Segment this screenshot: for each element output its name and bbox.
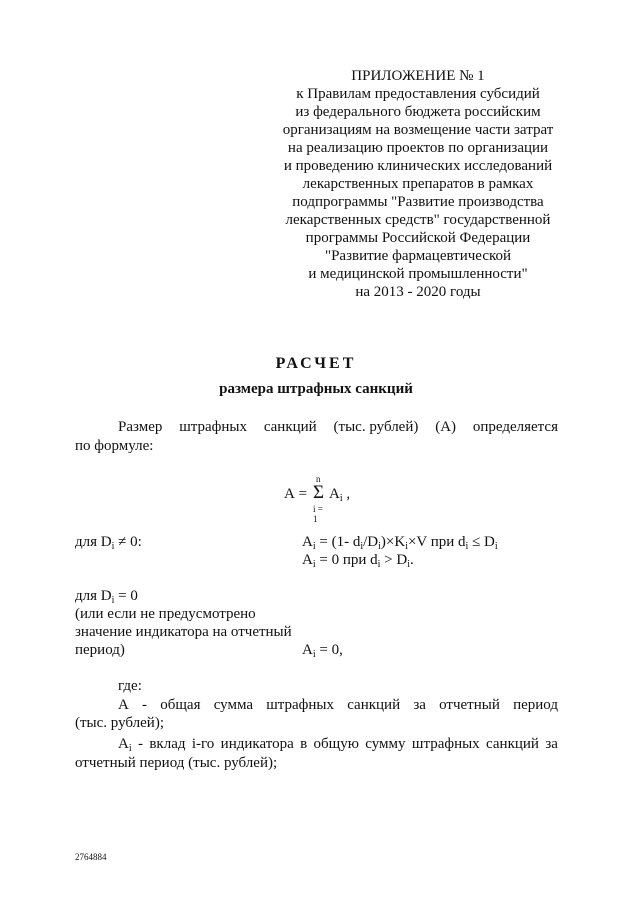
formula-term	[329, 485, 350, 503]
def-word: сумму	[365, 736, 406, 752]
eq-symbol: А	[302, 552, 313, 568]
formula-term-symbol: А	[329, 486, 340, 502]
eq-text: > D	[380, 552, 408, 568]
case-label-text: для D	[75, 534, 112, 550]
def-word: -	[137, 736, 143, 752]
eq-text: = 0 при d	[319, 552, 378, 568]
eq-text: )×K	[380, 534, 406, 550]
def-word: штрафных	[411, 736, 480, 752]
appendix-header: ПРИЛОЖЕНИЕ № 1	[351, 68, 485, 84]
case-label-tail: = 0	[114, 588, 138, 604]
page-title: РАСЧЕТ	[275, 355, 357, 372]
def-word: -	[142, 697, 148, 713]
eq-subscript: i	[312, 541, 316, 552]
eq-subscript: i	[405, 541, 408, 552]
sigma-upper-limit: n	[316, 474, 321, 484]
def-word: штрафных	[266, 697, 334, 713]
appendix-line: и проведению клинических исследований	[283, 158, 553, 174]
eq-symbol: А	[302, 534, 313, 550]
intro-line-2: по формуле:	[75, 438, 154, 454]
def-word: вклад	[149, 736, 186, 752]
def-word	[118, 735, 132, 753]
eq-subscript: i	[378, 541, 381, 552]
appendix-line: организациям на возмещение части затрат	[282, 122, 554, 138]
case-label-subscript: i	[111, 541, 115, 552]
def-word: общую	[313, 736, 359, 752]
case-1-label	[75, 533, 142, 551]
eq-symbol: А	[302, 642, 313, 658]
appendix-line: на 2013 - 2020 годы	[355, 284, 481, 300]
case-1-equation-alt: $А_i = 0$ при $d_i > D_i$.	[302, 552, 414, 570]
definition-1-line-1	[118, 696, 558, 714]
case-2-equation	[302, 641, 343, 659]
where-label: где:	[118, 678, 142, 694]
appendix-line: на реализацию проектов по организации	[287, 140, 549, 156]
def-subscript: i	[128, 743, 132, 754]
intro-word: санкций	[263, 419, 317, 435]
def-word: период	[513, 697, 558, 713]
case-label-text: для D	[75, 588, 112, 604]
sigma-lower-limit: i = 1	[313, 504, 323, 524]
appendix-line: к Правилам предоставления субсидий	[296, 86, 540, 102]
def-word: отчетный	[439, 697, 500, 713]
eq-subscript: i	[312, 559, 316, 570]
def-word: санкций	[486, 736, 539, 752]
eq-text: ≤ D	[468, 534, 495, 550]
document-number: 2764884	[75, 852, 107, 862]
def-word: в	[300, 736, 308, 752]
def-word: санкций	[347, 697, 401, 713]
case-label-subscript: i	[111, 595, 115, 606]
def-word: за	[545, 736, 558, 752]
appendix-line: лекарственных препаратов в рамках	[302, 176, 534, 192]
page-subtitle: размера штрафных санкций	[219, 381, 413, 397]
intro-word: (тыс. рублей)	[333, 419, 419, 435]
formula-term-tail: ,	[342, 486, 351, 502]
eq-text: /D	[363, 534, 379, 550]
intro-line-1	[118, 418, 558, 436]
case-1-equation	[302, 533, 498, 551]
case-2-line-3: значение индикатора на отчетный	[75, 624, 292, 640]
def-word: общая	[160, 697, 201, 713]
def-word: сумма	[213, 697, 254, 713]
intro-word: Размер	[118, 419, 163, 435]
appendix-line: "Развитие фармацевтической	[324, 248, 512, 264]
intro-word: штрафных	[179, 419, 247, 435]
def-symbol: А	[118, 736, 129, 752]
eq-subscript: i	[494, 541, 498, 552]
def-word: i-го	[191, 736, 215, 752]
eq-text: = (1- d	[319, 534, 361, 550]
definition-2-line-2: отчетный период (тыс. рублей);	[75, 755, 278, 771]
appendix-line: подпрограммы "Развитие производства	[292, 194, 544, 210]
eq-text: = 0,	[319, 642, 343, 658]
sigma-icon: Σ	[313, 482, 325, 503]
eq-subscript: i	[465, 541, 469, 552]
appendix-line: программы Российской Федерации	[305, 230, 531, 246]
case-2-line-4: период)	[75, 642, 125, 658]
definition-2-line-1	[118, 735, 558, 753]
case-label-tail: ≠ 0:	[114, 534, 142, 550]
eq-subscript: i	[312, 649, 316, 660]
appendix-line: из федерального бюджета российским	[295, 104, 541, 120]
appendix-line: и медицинской промышленности"	[308, 266, 528, 282]
sigma-symbol	[313, 474, 327, 524]
intro-word: определяется	[472, 419, 558, 435]
eq-text: ×V при d	[407, 534, 466, 550]
eq-subscript: i	[407, 559, 410, 570]
definition-1-line-2: (тыс. рублей);	[75, 715, 164, 731]
def-word: индикатора	[220, 736, 294, 752]
appendix-line: лекарственных средств" государственной	[285, 212, 551, 228]
formula-term-subscript: i	[339, 493, 343, 504]
def-word: А	[118, 697, 129, 713]
def-word: за	[413, 697, 426, 713]
case-2-line-2: (или если не предусмотрено	[75, 606, 256, 622]
eq-subscript: i	[360, 541, 364, 552]
formula-lhs: А =	[284, 486, 308, 502]
case-2-line-1	[75, 587, 138, 605]
intro-word: (А)	[435, 419, 457, 435]
eq-subscript: i	[377, 559, 381, 570]
